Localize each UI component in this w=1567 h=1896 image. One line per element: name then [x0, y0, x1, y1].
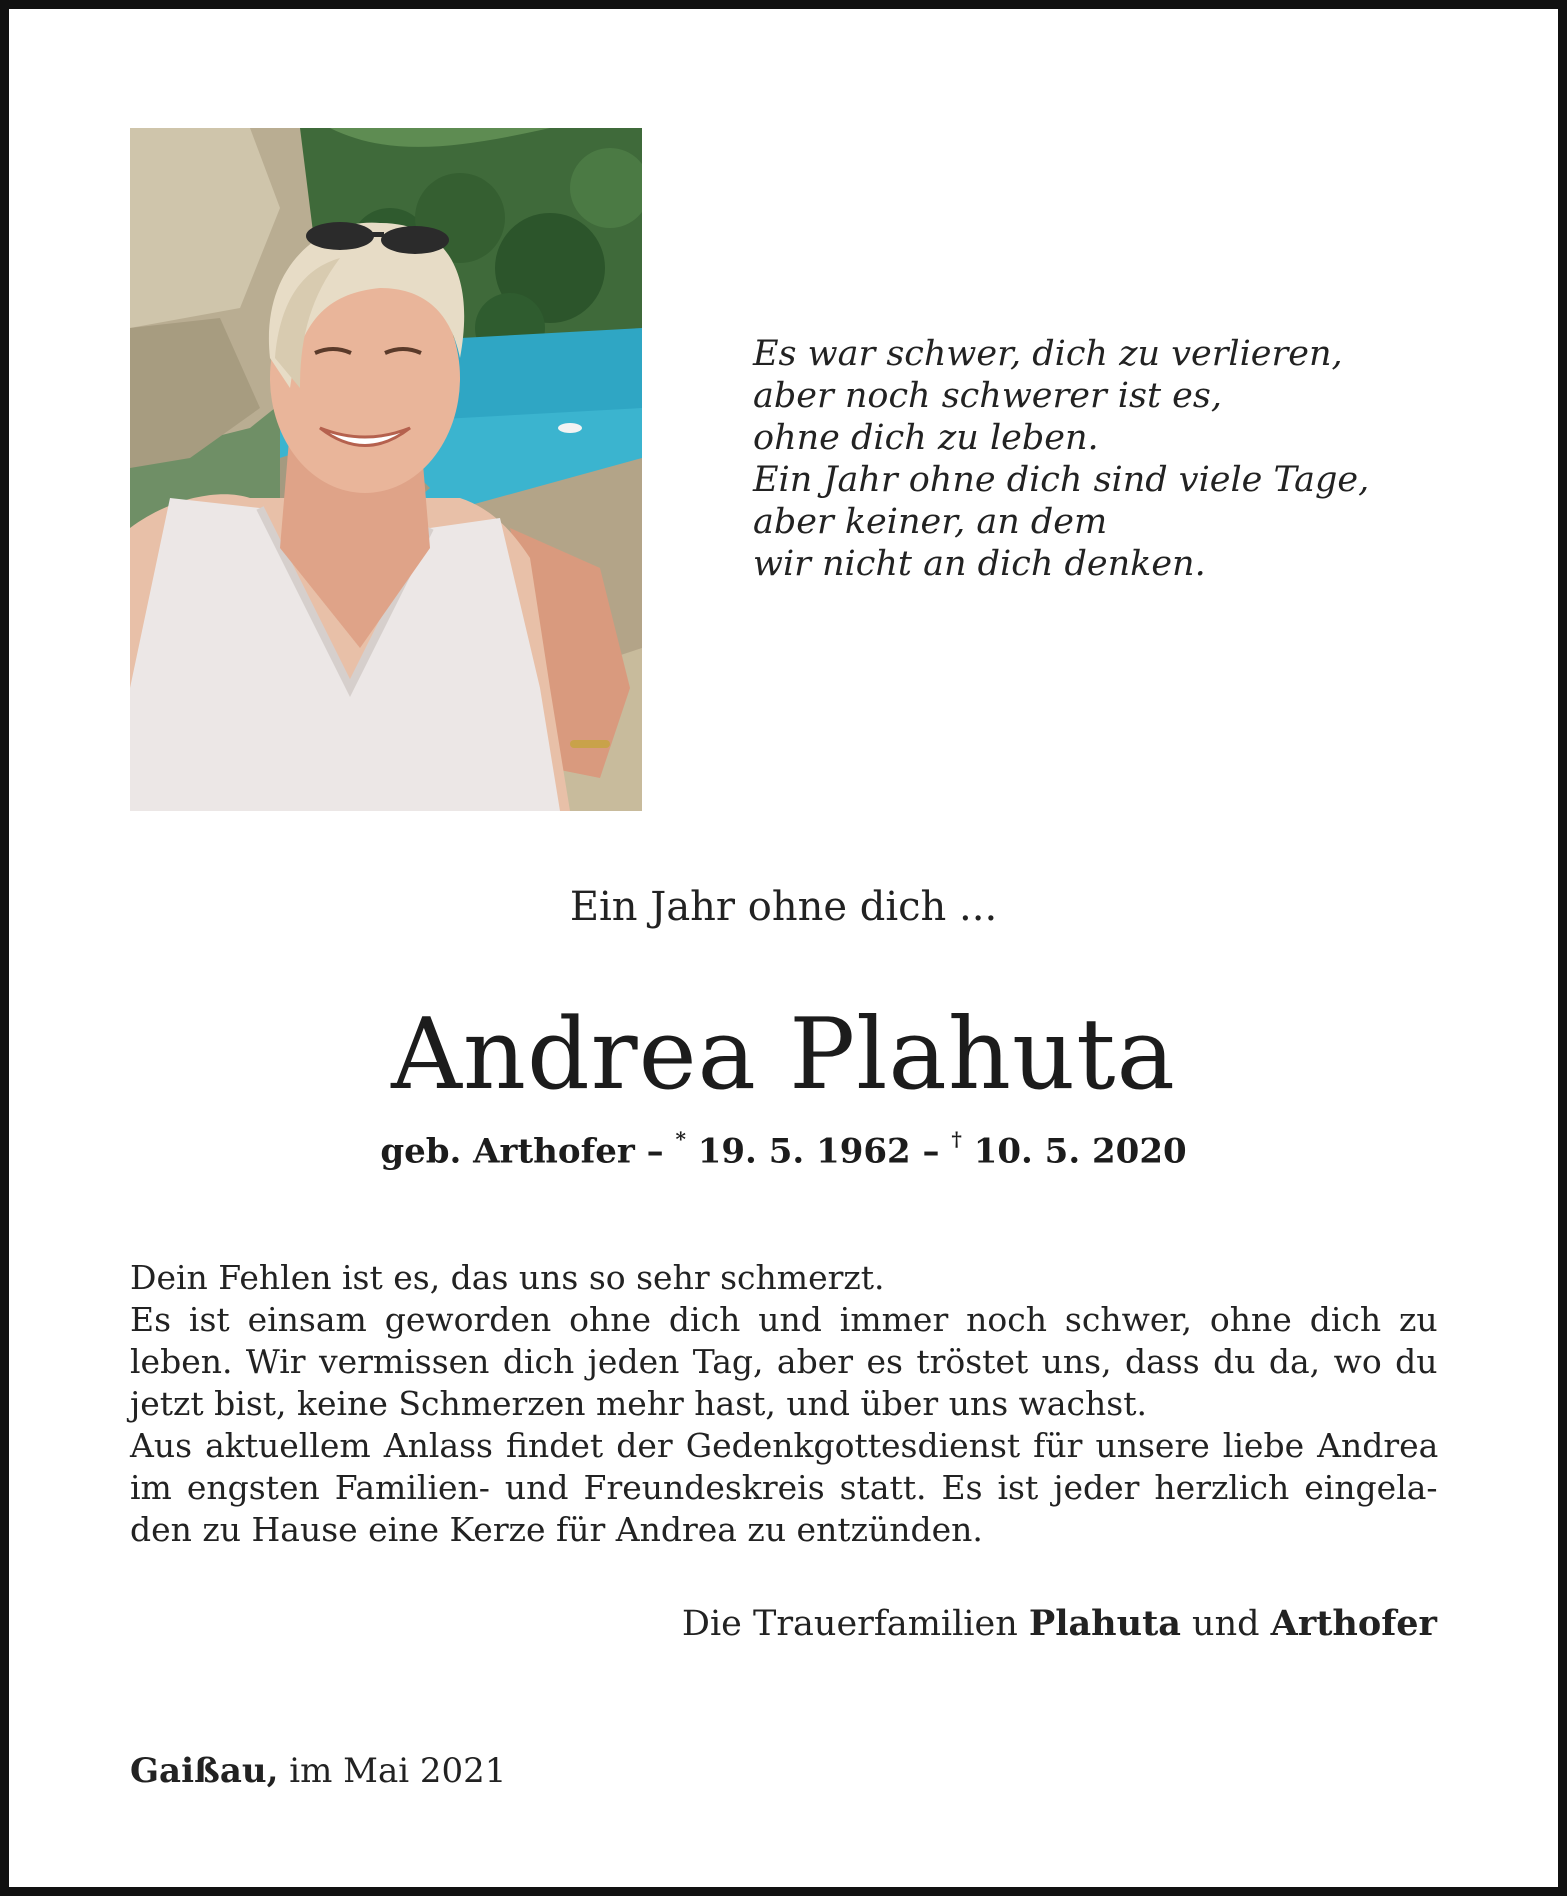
text-line: Dein Fehlen ist es, das uns so sehr schmerzt.	[130, 1258, 885, 1297]
memorial-poem	[753, 333, 1393, 585]
signature-prefix: Die Trauerfamilien	[681, 1604, 1029, 1644]
poem-line: Es war schwer, dich zu verlieren,	[753, 334, 1343, 374]
memorial-text	[130, 1257, 1438, 1551]
text-line: Es ist einsam geworden ohne dich und immer noch schwer, ohne dich zu	[130, 1300, 1438, 1339]
death-cross-icon: †	[951, 1127, 962, 1151]
poem-line: aber keiner, an dem	[753, 502, 1108, 542]
family-name-plahuta: Plahuta	[1028, 1603, 1181, 1644]
dash-separator: –	[910, 1131, 952, 1172]
birth-date: 19. 5. 1962	[685, 1131, 911, 1172]
life-dates	[0, 1127, 1567, 1172]
dash-separator: –	[634, 1131, 676, 1172]
poem-line: Ein Jahr ohne dich sind viele Tage,	[753, 460, 1370, 500]
text-line: den zu Hause eine Kerze für Andrea zu entzünden.	[130, 1510, 983, 1549]
portrait-photo	[130, 128, 642, 811]
text-line: leben. Wir vermissen dich jeden Tag, aber es tröstet uns, dass du da, wo du	[130, 1342, 1438, 1381]
family-name-arthofer: Arthofer	[1270, 1603, 1437, 1644]
maiden-name: geb. Arthofer	[380, 1131, 635, 1172]
place-name: Gaißau,	[130, 1751, 279, 1791]
signature-joiner: und	[1180, 1604, 1271, 1644]
intro-heading: Ein Jahr ohne dich ...	[569, 884, 998, 930]
deceased-name: Andrea Plahuta	[391, 998, 1176, 1112]
birth-star-icon: *	[675, 1127, 686, 1151]
place-and-date	[130, 1751, 506, 1791]
notice-date: im Mai 2021	[278, 1751, 507, 1791]
death-date: 10. 5. 2020	[961, 1131, 1187, 1172]
family-signature	[682, 1603, 1437, 1644]
poem-line: ohne dich zu leben.	[753, 418, 1099, 458]
text-line: jetzt bist, keine Schmerzen mehr hast, und über uns wachst.	[130, 1384, 1147, 1423]
text-line: im engsten Familien- und Freundeskreis statt. Es ist jeder herzlich eingela-	[130, 1468, 1438, 1507]
poem-line: aber noch schwerer ist es,	[753, 376, 1222, 416]
poem-line: wir nicht an dich denken.	[753, 544, 1206, 584]
text-line: Aus aktuellem Anlass findet der Gedenkgottesdienst für unsere liebe Andrea	[130, 1426, 1439, 1465]
